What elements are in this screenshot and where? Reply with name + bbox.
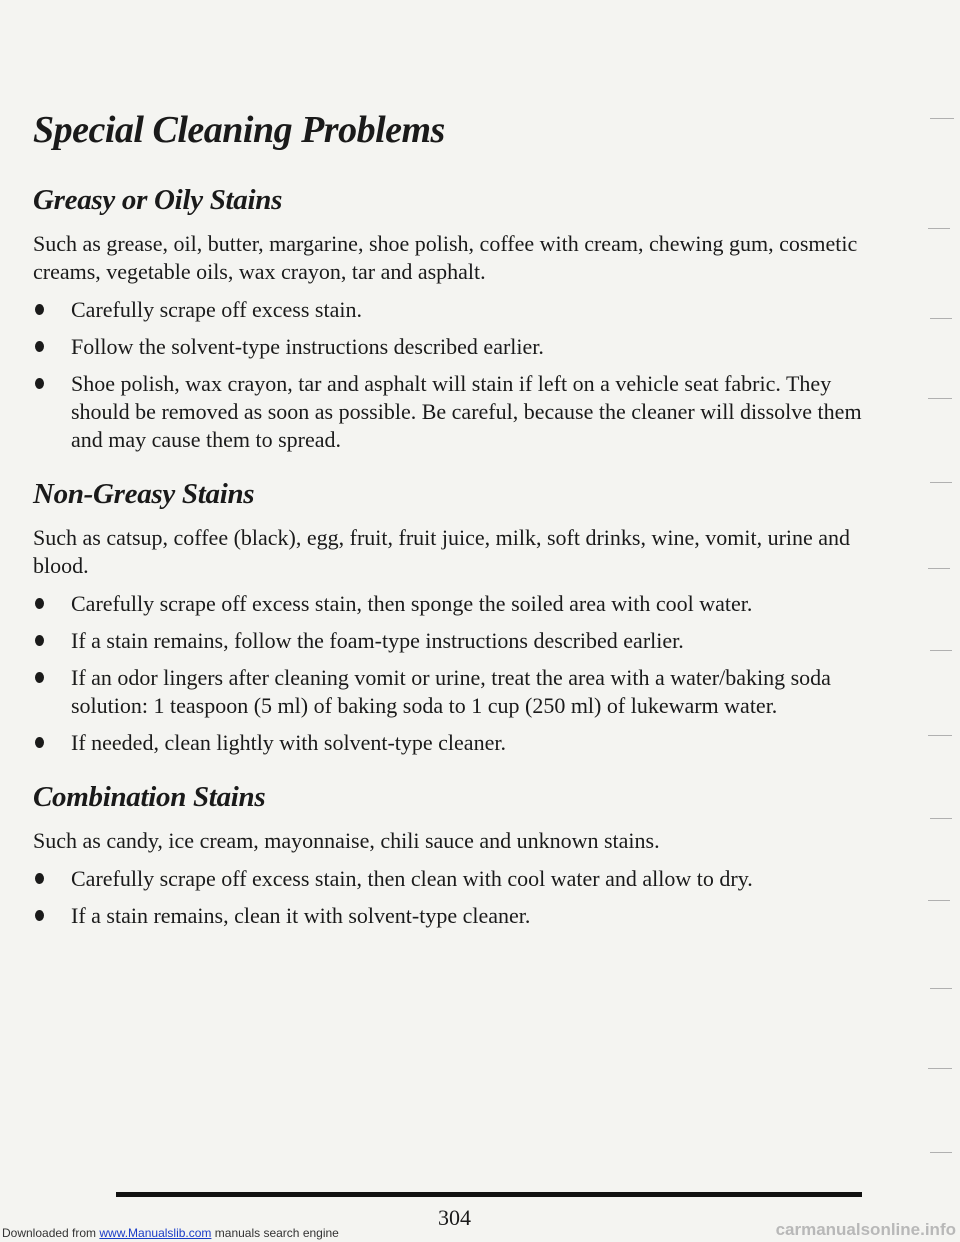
margin-mark [928,900,950,901]
bullet-icon [35,672,44,683]
page-number: 304 [438,1205,471,1230]
list-item [33,370,863,454]
banner-suffix: manuals search engine [211,1226,339,1240]
section-greasy-stains [33,182,863,454]
section-intro: Such as candy, ice cream, mayonnaise, chili sauce and unknown stains. [33,828,660,853]
margin-mark [930,988,952,989]
margin-mark [928,398,952,399]
bullet-icon [35,873,44,884]
margin-mark [930,1152,952,1153]
margin-mark [930,482,952,483]
section-non-greasy-stains [33,476,863,757]
list-item [33,627,863,655]
section-intro: Such as catsup, coffee (black), egg, fruit, fruit juice, milk, soft drinks, wine, vomit, urine and blood. [33,525,851,578]
bullet-list [33,590,863,757]
watermark: carmanualsonline.info [775,1220,956,1239]
bullet-list [33,296,863,454]
margin-mark [930,118,954,119]
section-heading: Combination Stains [33,781,266,813]
list-item [33,664,863,720]
list-item-text: If needed, clean lightly with solvent-type cleaner. [71,730,506,755]
margin-mark [930,818,952,819]
download-banner [2,1226,339,1240]
list-item-text: If a stain remains, follow the foam-type instructions described earlier. [71,628,684,653]
margin-mark [930,650,952,651]
list-item-text: Carefully scrape off excess stain, then clean with cool water and allow to dry. [71,866,753,891]
bullet-icon [35,341,44,352]
page-title: Special Cleaning Problems [33,109,445,151]
list-item [33,902,863,930]
list-item [33,729,863,757]
bullet-list [33,865,863,930]
list-item [33,333,863,361]
list-item-text: If a stain remains, clean it with solvent-type cleaner. [71,903,531,928]
bullet-icon [35,598,44,609]
footer-rule [116,1192,862,1197]
section-heading: Greasy or Oily Stains [33,184,283,216]
margin-mark [928,228,950,229]
list-item-text: Shoe polish, wax crayon, tar and asphalt will stain if left on a vehicle seat fabric. They should be removed as soon as possible. Be careful, because the cleaner will dissolve them and may cause them to spread. [71,371,862,452]
page-content [33,182,863,952]
margin-mark [928,1068,952,1069]
bullet-icon [35,910,44,921]
section-combination-stains [33,779,863,930]
list-item-text: Carefully scrape off excess stain, then sponge the soiled area with cool water. [71,591,753,616]
list-item [33,296,863,324]
margin-marks [900,100,960,1200]
list-item-text: Carefully scrape off excess stain. [71,297,362,322]
list-item-text: Follow the solvent-type instructions described earlier. [71,334,544,359]
margin-mark [930,318,952,319]
banner-prefix: Downloaded from [2,1226,100,1240]
list-item [33,590,863,618]
section-intro: Such as grease, oil, butter, margarine, shoe polish, coffee with cream, chewing gum, cosmetic creams, vegetable oils, wax crayon, tar and asphalt. [33,231,858,284]
list-item [33,865,863,893]
bullet-icon [35,737,44,748]
list-item-text: If an odor lingers after cleaning vomit or urine, treat the area with a water/baking soda solution: 1 teaspoon (5 ml) of baking soda to 1 cup (250 ml) of lukewarm water. [71,665,831,718]
margin-mark [928,735,952,736]
section-heading: Non-Greasy Stains [33,478,255,510]
bullet-icon [35,378,44,389]
manualslib-link[interactable]: www.Manualslib.com [99,1226,212,1240]
bullet-icon [35,304,44,315]
bullet-icon [35,635,44,646]
margin-mark [928,568,950,569]
